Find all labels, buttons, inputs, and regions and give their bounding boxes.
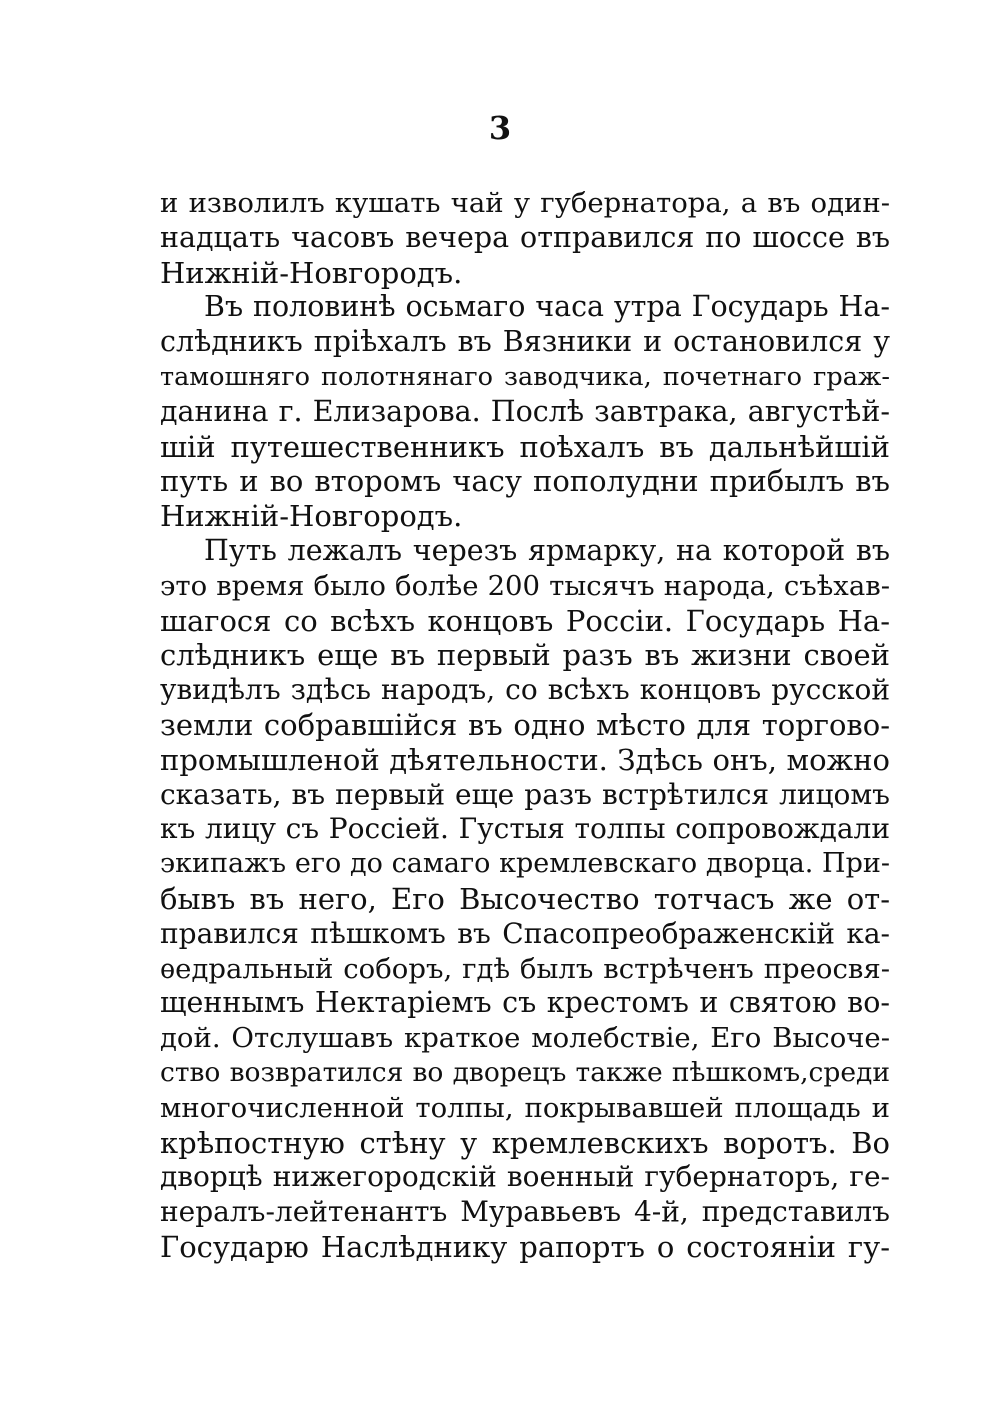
- text-line: надцать часовъ вечера отправился по шоссе въ: [160, 220, 890, 254]
- text-line: дворцѣ нижегородскій военный губернаторъ, ге-: [160, 1160, 890, 1194]
- text-line: шагося со всѣхъ концовъ Россіи. Государь На-: [160, 603, 890, 638]
- text-line: къ лицу съ Россіей. Густыя толпы сопровождали: [160, 812, 890, 846]
- text-line: экипажъ его до самаго кремлевскаго дворца. При-: [160, 848, 890, 880]
- text-line: данина г. Елизарова. Послѣ завтрака, августѣй-: [160, 394, 890, 428]
- text-line: сказать, въ первый еще разъ встрѣтился лицомъ: [160, 777, 890, 811]
- text-line: щеннымъ Нектаріемъ съ крестомъ и святою во-: [160, 986, 890, 1020]
- text-line: тамошняго полотнянаго заводчика, почетнаго граж-: [160, 361, 890, 392]
- text-line: правился пѣшкомъ въ Спасопреображенскій ка-: [160, 916, 890, 950]
- text-line: Государю Наслѣднику рапортъ о состояніи гу-: [160, 1229, 890, 1264]
- text-line: бывъ въ него, Его Высочество тотчасъ же от-: [160, 881, 890, 916]
- page-number: 3: [488, 109, 512, 147]
- text-line: это время было болѣе 200 тысячъ народа, съѣхав-: [160, 569, 890, 602]
- text-line: многочисленной толпы, покрывавшей площадь и: [160, 1091, 890, 1124]
- text-line: слѣдникъ еще въ первый разъ въ жизни своей: [160, 638, 890, 673]
- text-line: слѣдникъ пріѣхалъ въ Вязники и остановился у: [160, 325, 890, 359]
- text-line: земли собравшійся въ одно мѣсто для торгово-: [160, 707, 890, 742]
- text-line: увидѣлъ здѣсь народъ, со всѣхъ концовъ русской: [160, 673, 890, 707]
- text-line: дой. Отслушавъ краткое молебствіе, Его Высоче-: [160, 1022, 890, 1055]
- text-line: Нижній-Новгородъ.: [160, 499, 463, 534]
- text-line: и изволилъ кушать чай у губернатора, а въ один-: [160, 187, 890, 219]
- text-line: Нижній-Новгородъ.: [160, 255, 463, 290]
- paragraph-start-line: Путь лежалъ черезъ ярмарку, на которой въ: [204, 533, 890, 567]
- text-line: ѳедральный соборъ, гдѣ былъ встрѣченъ преосвя-: [160, 952, 890, 985]
- text-line: путь и во второмъ часу пополудни прибылъ въ: [160, 464, 890, 499]
- text-body: [160, 186, 890, 1265]
- paragraph-start-line: Въ половинѣ осьмаго часа утра Государь На-: [204, 290, 890, 324]
- text-line: ство возвратился во дворецъ также пѣшкомъ,среди: [160, 1056, 890, 1088]
- text-line: нералъ-лейтенантъ Муравьевъ 4-й, представилъ: [160, 1195, 890, 1229]
- text-line: шій путешественникъ поѣхалъ въ дальнѣйшій: [160, 429, 890, 464]
- text-line: промышленой дѣятельности. Здѣсь онъ, можно: [160, 742, 890, 777]
- text-line: крѣпостную стѣну у кремлевскихъ воротъ. Во: [160, 1125, 890, 1160]
